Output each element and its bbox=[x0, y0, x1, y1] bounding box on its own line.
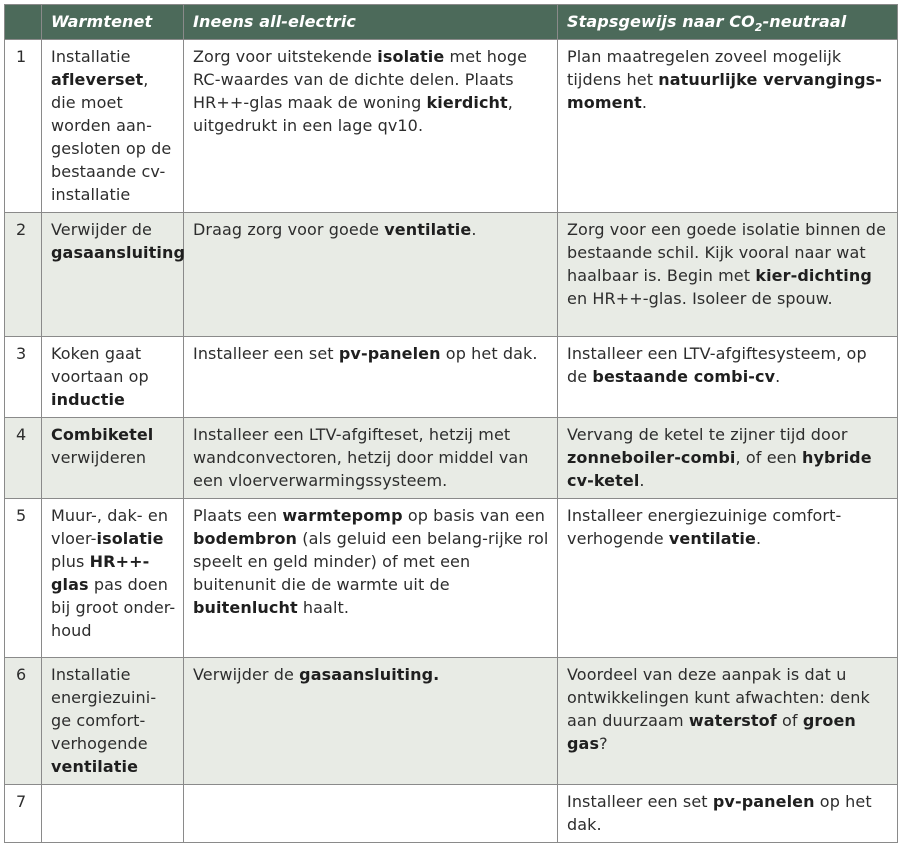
cell-text: Muur-, dak- en vloer- bbox=[51, 506, 169, 548]
emphasis-text: bodembron bbox=[193, 529, 298, 548]
cell-text: Verwijder de bbox=[51, 220, 152, 239]
emphasis-text: buitenlucht bbox=[193, 598, 298, 617]
emphasis-text: kier-dichting bbox=[755, 266, 872, 285]
cell-text: Plan maatregelen zoveel mogelijk tijdens het bbox=[567, 47, 842, 89]
emphasis-text: gasaansluiting. bbox=[299, 665, 440, 684]
emphasis-text: Combiketel bbox=[51, 425, 154, 444]
header-all-electric: Ineens all-electric bbox=[184, 5, 558, 40]
step-number: 1 bbox=[5, 40, 42, 213]
emphasis-text: pv-panelen bbox=[338, 344, 441, 363]
warmtenet-cell bbox=[42, 337, 184, 418]
table-row bbox=[5, 337, 898, 418]
warmtenet-cell bbox=[42, 418, 184, 499]
all-electric-cell bbox=[184, 785, 558, 843]
cell-text: Installeer een LTV-afgifteset, hetzij met wandconvectoren, hetzij door middel van een vloerverwarmingssysteem. bbox=[193, 425, 529, 490]
cell-text: . bbox=[755, 529, 762, 548]
cell-text: verwijderen bbox=[51, 448, 147, 467]
cell-text: (als geluid een belang-rijke rol speelt en geld minder) of met een buitenunit die de warmte uit de bbox=[193, 529, 549, 594]
table-row bbox=[5, 40, 898, 213]
warmtenet-cell bbox=[42, 213, 184, 337]
emphasis-text: isolatie bbox=[96, 529, 164, 548]
all-electric-cell bbox=[184, 337, 558, 418]
cell-text: Installeer een LTV-afgiftesysteem, op de bbox=[567, 344, 867, 386]
cell-text: . bbox=[775, 367, 781, 386]
cell-text: . bbox=[471, 220, 477, 239]
step-number: 7 bbox=[5, 785, 42, 843]
table-row bbox=[5, 499, 898, 658]
emphasis-text: waterstof bbox=[688, 711, 777, 730]
step-number: 6 bbox=[5, 658, 42, 785]
cell-text: . bbox=[641, 93, 648, 112]
cell-text: Zorg voor uitstekende bbox=[193, 47, 378, 66]
emphasis-text: groen gas bbox=[567, 711, 856, 753]
cell-text: Installeer een set bbox=[193, 344, 339, 363]
warmtenet-cell bbox=[42, 785, 184, 843]
cell-text: Installatie bbox=[51, 47, 131, 66]
header-stapsgewijs-text: Stapsgewijs naar CO bbox=[567, 12, 755, 31]
stapsgewijs-cell bbox=[558, 499, 898, 658]
cell-text: , of een bbox=[735, 448, 803, 467]
header-co2-subscript: 2 bbox=[754, 21, 763, 35]
all-electric-cell bbox=[184, 658, 558, 785]
stapsgewijs-cell bbox=[558, 337, 898, 418]
all-electric-cell bbox=[184, 40, 558, 213]
stapsgewijs-cell bbox=[558, 40, 898, 213]
cell-text: Installatie energiezuini-ge comfort-verhogende bbox=[51, 665, 157, 753]
cell-text: plus bbox=[51, 552, 90, 571]
emphasis-text: bestaande combi-cv bbox=[592, 367, 776, 386]
stapsgewijs-cell bbox=[558, 658, 898, 785]
emphasis-text: ventilatie bbox=[384, 220, 472, 239]
emphasis-text: kierdicht bbox=[426, 93, 508, 112]
cell-text: Koken gaat voortaan op bbox=[51, 344, 149, 386]
cell-text: , uitgedrukt in een lage qv10. bbox=[193, 93, 513, 135]
cell-text: Installeer een set bbox=[567, 792, 713, 811]
cell-text: op basis van een bbox=[402, 506, 545, 525]
cell-text: op het dak. bbox=[440, 344, 538, 363]
cell-text: Verwijder de bbox=[193, 665, 300, 684]
cell-text: met hoge RC-waardes van de dichte delen. Plaats HR++-glas maak de woning bbox=[193, 47, 528, 112]
table-row bbox=[5, 418, 898, 499]
cell-text: haalt. bbox=[297, 598, 350, 617]
stapsgewijs-cell bbox=[558, 785, 898, 843]
cell-text: pas doen bij groot onder-houd bbox=[51, 575, 176, 640]
stapsgewijs-cell bbox=[558, 213, 898, 337]
cell-text: . bbox=[639, 471, 645, 490]
cell-text: Draag zorg voor goede bbox=[193, 220, 385, 239]
emphasis-text: pv-panelen bbox=[712, 792, 815, 811]
all-electric-cell bbox=[184, 499, 558, 658]
table-row bbox=[5, 213, 898, 337]
step-number: 5 bbox=[5, 499, 42, 658]
step-number: 4 bbox=[5, 418, 42, 499]
header-warmtenet: Warmtenet bbox=[42, 5, 184, 40]
cell-text: of bbox=[776, 711, 803, 730]
table-row bbox=[5, 658, 898, 785]
cell-text: Installeer energiezuinige comfort-verhogende bbox=[567, 506, 842, 548]
header-step-number bbox=[5, 5, 42, 40]
emphasis-text: natuurlijke vervangings-moment bbox=[567, 70, 883, 112]
emphasis-text: warmtepomp bbox=[282, 506, 403, 525]
warmtenet-cell bbox=[42, 40, 184, 213]
comparison-table bbox=[4, 4, 898, 843]
cell-text: , die moet worden aan-gesloten op de bestaande cv-installatie bbox=[51, 70, 172, 204]
emphasis-text: hybride cv-ketel bbox=[567, 448, 872, 490]
header-stapsgewijs-suffix: -neutraal bbox=[762, 12, 847, 31]
emphasis-text: HR++-glas bbox=[51, 552, 150, 594]
warmtenet-cell bbox=[42, 499, 184, 658]
warmtenet-cell bbox=[42, 658, 184, 785]
step-number: 2 bbox=[5, 213, 42, 337]
cell-text: Plaats een bbox=[193, 506, 283, 525]
cell-text: ? bbox=[599, 734, 608, 753]
emphasis-text: isolatie bbox=[377, 47, 445, 66]
emphasis-text: inductie bbox=[51, 390, 125, 409]
header-stapsgewijs bbox=[558, 5, 898, 40]
emphasis-text: gasaansluiting bbox=[51, 243, 186, 262]
emphasis-text: ventilatie bbox=[668, 529, 756, 548]
cell-text: Voordeel van deze aanpak is dat u ontwikkelingen kunt afwachten: denk aan duurzaam bbox=[567, 665, 870, 730]
emphasis-text: afleverset bbox=[51, 70, 144, 89]
stapsgewijs-cell bbox=[558, 418, 898, 499]
all-electric-cell bbox=[184, 213, 558, 337]
step-number: 3 bbox=[5, 337, 42, 418]
cell-text: op het dak. bbox=[567, 792, 872, 834]
table-row bbox=[5, 785, 898, 843]
emphasis-text: zonneboiler-combi bbox=[567, 448, 736, 467]
emphasis-text: ventilatie bbox=[51, 757, 139, 776]
cell-text: Vervang de ketel te zijner tijd door bbox=[567, 425, 848, 444]
cell-text: en HR++-glas. Isoleer de spouw. bbox=[567, 289, 833, 308]
table-header-row bbox=[5, 5, 898, 40]
all-electric-cell bbox=[184, 418, 558, 499]
cell-text: Zorg voor een goede isolatie binnen de bestaande schil. Kijk vooral naar wat haalbaar is. Begin met bbox=[567, 220, 887, 285]
